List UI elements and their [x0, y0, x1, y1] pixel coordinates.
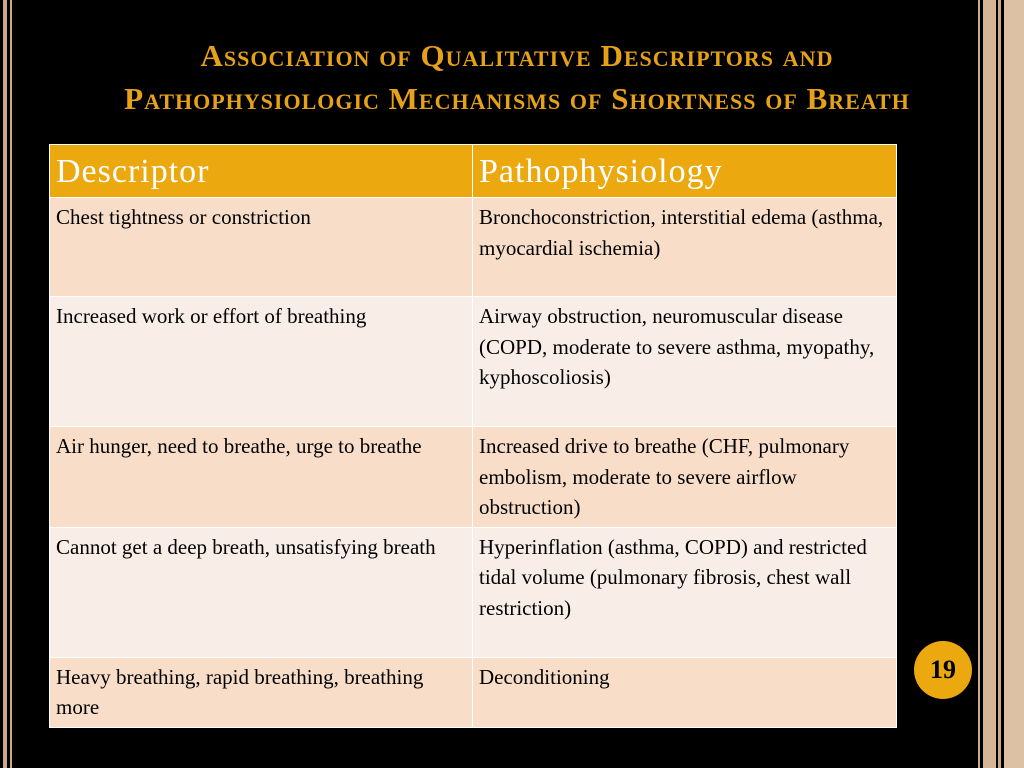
- table-row: [50, 527, 897, 657]
- pathophysiology-cell: Deconditioning: [473, 657, 897, 727]
- table-row: [50, 427, 897, 528]
- table-row: [50, 198, 897, 297]
- descriptor-table: [49, 144, 897, 728]
- page-number-badge: 19: [914, 641, 972, 699]
- table-header-row: [50, 145, 897, 198]
- descriptor-cell: Increased work or effort of breathing: [50, 297, 473, 427]
- header-pathophysiology: Pathophysiology: [473, 145, 897, 198]
- pathophysiology-cell: Increased drive to breathe (CHF, pulmonary embolism, moderate to severe airflow obstruction): [473, 427, 897, 528]
- pathophysiology-cell: Airway obstruction, neuromuscular disease (COPD, moderate to severe asthma, myopathy, kyphoscoliosis): [473, 297, 897, 427]
- descriptor-cell: Cannot get a deep breath, unsatisfying breath: [50, 527, 473, 657]
- descriptor-cell: Air hunger, need to breathe, urge to breathe: [50, 427, 473, 528]
- table-row: [50, 297, 897, 427]
- pathophysiology-cell: Bronchoconstriction, interstitial edema (asthma, myocardial ischemia): [473, 198, 897, 297]
- slide-title-line-1: Association of Qualitative Descriptors and: [200, 38, 834, 73]
- pathophysiology-cell: Hyperinflation (asthma, COPD) and restricted tidal volume (pulmonary fibrosis, chest wall restriction): [473, 527, 897, 657]
- slide-title-line-2: Pathophysiologic Mechanisms of Shortness of Breath: [124, 81, 910, 116]
- descriptor-cell: Chest tightness or constriction: [50, 198, 473, 297]
- table-row: [50, 657, 897, 727]
- slide-title: [10, 34, 1024, 120]
- header-descriptor: Descriptor: [50, 145, 473, 198]
- descriptor-cell: Heavy breathing, rapid breathing, breathing more: [50, 657, 473, 727]
